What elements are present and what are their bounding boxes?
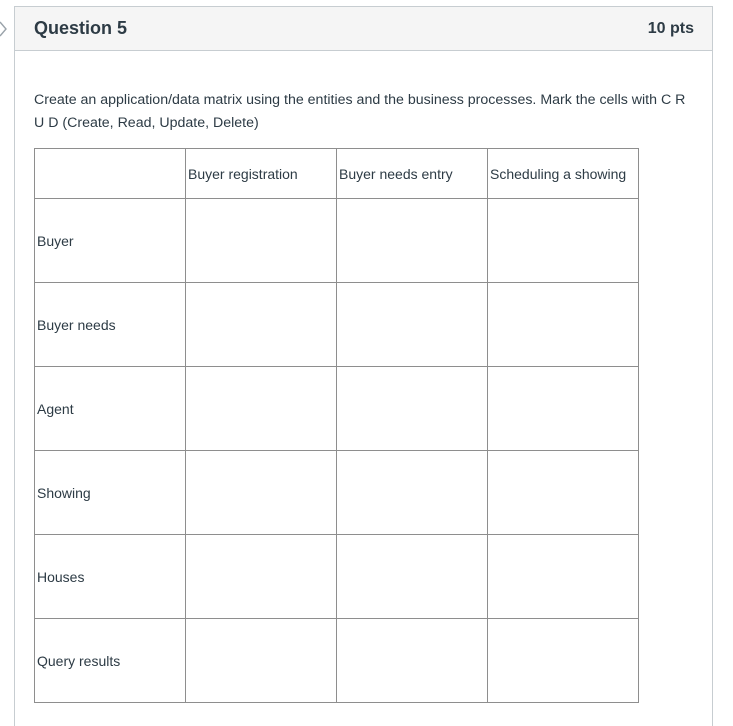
matrix-cell[interactable]	[488, 367, 639, 451]
question-prompt: Create an application/data matrix using the entities and the business processes. Mark the cells with C R U D (Create, Read, Update, Delete)	[34, 92, 686, 131]
matrix-cell[interactable]	[186, 619, 337, 703]
matrix-row-label[interactable]: Showing	[35, 451, 186, 535]
matrix-cell[interactable]	[337, 451, 488, 535]
matrix-row-label[interactable]: Agent	[35, 367, 186, 451]
matrix-cell[interactable]	[488, 451, 639, 535]
question-card	[14, 6, 713, 726]
matrix-row-buyer	[35, 199, 639, 283]
question-header	[15, 7, 712, 51]
matrix-cell[interactable]	[337, 619, 488, 703]
matrix-header-cell[interactable]: Scheduling a showing	[488, 149, 639, 199]
matrix-row-label[interactable]: Query results	[35, 619, 186, 703]
matrix-cell[interactable]	[488, 199, 639, 283]
matrix-row-label[interactable]: Buyer	[35, 199, 186, 283]
matrix-cell[interactable]	[186, 283, 337, 367]
crud-matrix-table	[34, 148, 639, 703]
matrix-row-label[interactable]: Buyer needs	[35, 283, 186, 367]
matrix-cell[interactable]	[488, 535, 639, 619]
matrix-row-query-results	[35, 619, 639, 703]
matrix-cell[interactable]	[488, 283, 639, 367]
matrix-cell[interactable]	[337, 283, 488, 367]
question-points: 10 pts	[647, 19, 694, 37]
matrix-row-label[interactable]: Houses	[35, 535, 186, 619]
matrix-cell[interactable]	[186, 535, 337, 619]
chevron-right-icon[interactable]	[0, 20, 10, 38]
matrix-cell[interactable]	[488, 619, 639, 703]
matrix-cell[interactable]	[337, 535, 488, 619]
question-title: Question 5	[34, 18, 128, 38]
matrix-header-row	[35, 149, 639, 199]
matrix-row-houses	[35, 535, 639, 619]
question-body	[15, 51, 712, 703]
matrix-cell[interactable]	[337, 367, 488, 451]
matrix-cell[interactable]	[337, 199, 488, 283]
matrix-row-buyer-needs	[35, 283, 639, 367]
matrix-cell[interactable]	[186, 451, 337, 535]
matrix-header-cell[interactable]: Buyer registration	[186, 149, 337, 199]
matrix-cell[interactable]	[186, 199, 337, 283]
matrix-corner-cell[interactable]	[35, 149, 186, 199]
matrix-header-cell[interactable]: Buyer needs entry	[337, 149, 488, 199]
matrix-cell[interactable]	[186, 367, 337, 451]
matrix-row-showing	[35, 451, 639, 535]
matrix-row-agent	[35, 367, 639, 451]
